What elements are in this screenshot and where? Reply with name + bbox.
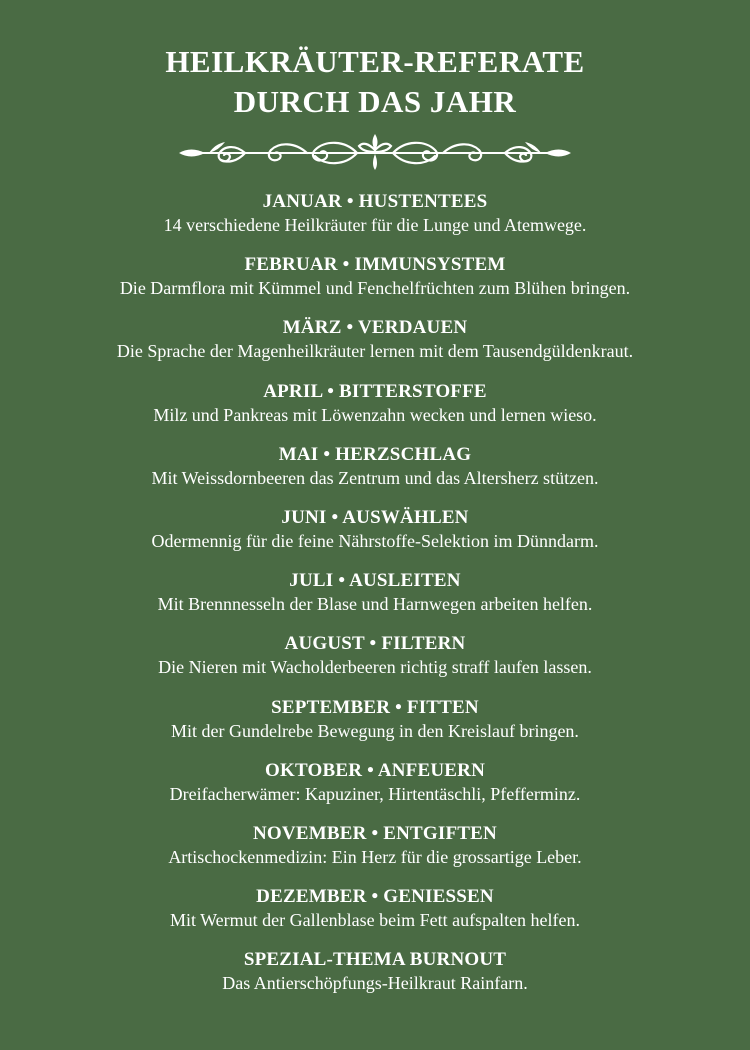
entry-description: Das Antierschöpfungs-Heilkraut Rainfarn. — [222, 973, 528, 994]
list-item — [0, 506, 750, 569]
entry-heading: FEBRUAR • IMMUNSYSTEM — [244, 254, 506, 276]
entry-heading: MÄRZ • VERDAUEN — [282, 317, 468, 339]
topic-list — [0, 190, 750, 1011]
list-item — [0, 443, 750, 506]
entry-heading: JUNI • AUSWÄHLEN — [281, 506, 469, 528]
list-item — [0, 569, 750, 632]
list-item — [0, 759, 750, 822]
flourish-divider-icon — [175, 130, 575, 176]
list-item — [0, 380, 750, 443]
list-item — [0, 948, 750, 1011]
entry-description: Dreifacherwämer: Kapuziner, Hirtentäschli, Pfefferminz. — [169, 783, 581, 804]
entry-heading: AUGUST • FILTERN — [284, 633, 466, 655]
entry-description: Die Nieren mit Wacholderbeeren richtig straff laufen lassen. — [158, 657, 592, 678]
entry-heading: NOVEMBER • ENTGIFTEN — [253, 822, 497, 844]
entry-heading: APRIL • BITTERSTOFFE — [263, 380, 487, 402]
entry-description: Die Darmflora mit Kümmel und Fenchelfrüchten zum Blühen bringen. — [119, 278, 631, 299]
entry-heading: SEPTEMBER • FITTEN — [271, 696, 479, 718]
list-item — [0, 822, 750, 885]
entry-description: Mit Wermut der Gallenblase beim Fett aufspalten helfen. — [169, 910, 581, 931]
list-item — [0, 316, 750, 379]
entry-description: Mit Brennnesseln der Blase und Harnwegen arbeiten helfen. — [157, 594, 593, 615]
title-line-1: HEILKRÄUTER-REFERATE — [165, 44, 585, 79]
entry-description: Mit Weissdornbeeren das Zentrum und das Altersherz stützen. — [151, 467, 599, 488]
entry-description: Odermennig für die feine Nährstoffe-Selektion im Dünndarm. — [151, 530, 599, 551]
entry-heading: JULI • AUSLEITEN — [289, 570, 461, 592]
entry-heading: OKTOBER • ANFEUERN — [265, 759, 485, 781]
entry-heading: DEZEMBER • GENIESSEN — [256, 886, 494, 908]
list-item — [0, 253, 750, 316]
entry-heading: MAI • HERZSCHLAG — [278, 443, 472, 465]
list-item — [0, 190, 750, 253]
entry-description: Milz und Pankreas mit Löwenzahn wecken und lernen wieso. — [153, 404, 597, 425]
title-line-2: DURCH DAS JAHR — [233, 84, 517, 119]
list-item — [0, 696, 750, 759]
entry-description: Mit der Gundelrebe Bewegung in den Kreislauf bringen. — [171, 720, 579, 741]
entry-description: 14 verschiedene Heilkräuter für die Lunge und Atemwege. — [163, 215, 587, 235]
list-item — [0, 632, 750, 695]
list-item — [0, 885, 750, 948]
entry-description: Die Sprache der Magenheilkräuter lernen mit dem Tausendgüldenkraut. — [116, 341, 634, 362]
page-title — [0, 42, 750, 122]
entry-description: Artischockenmedizin: Ein Herz für die grossartige Leber. — [168, 846, 582, 867]
entry-heading: SPEZIAL-THEMA BURNOUT — [243, 949, 507, 971]
entry-heading: JANUAR • HUSTENTEES — [262, 191, 488, 212]
